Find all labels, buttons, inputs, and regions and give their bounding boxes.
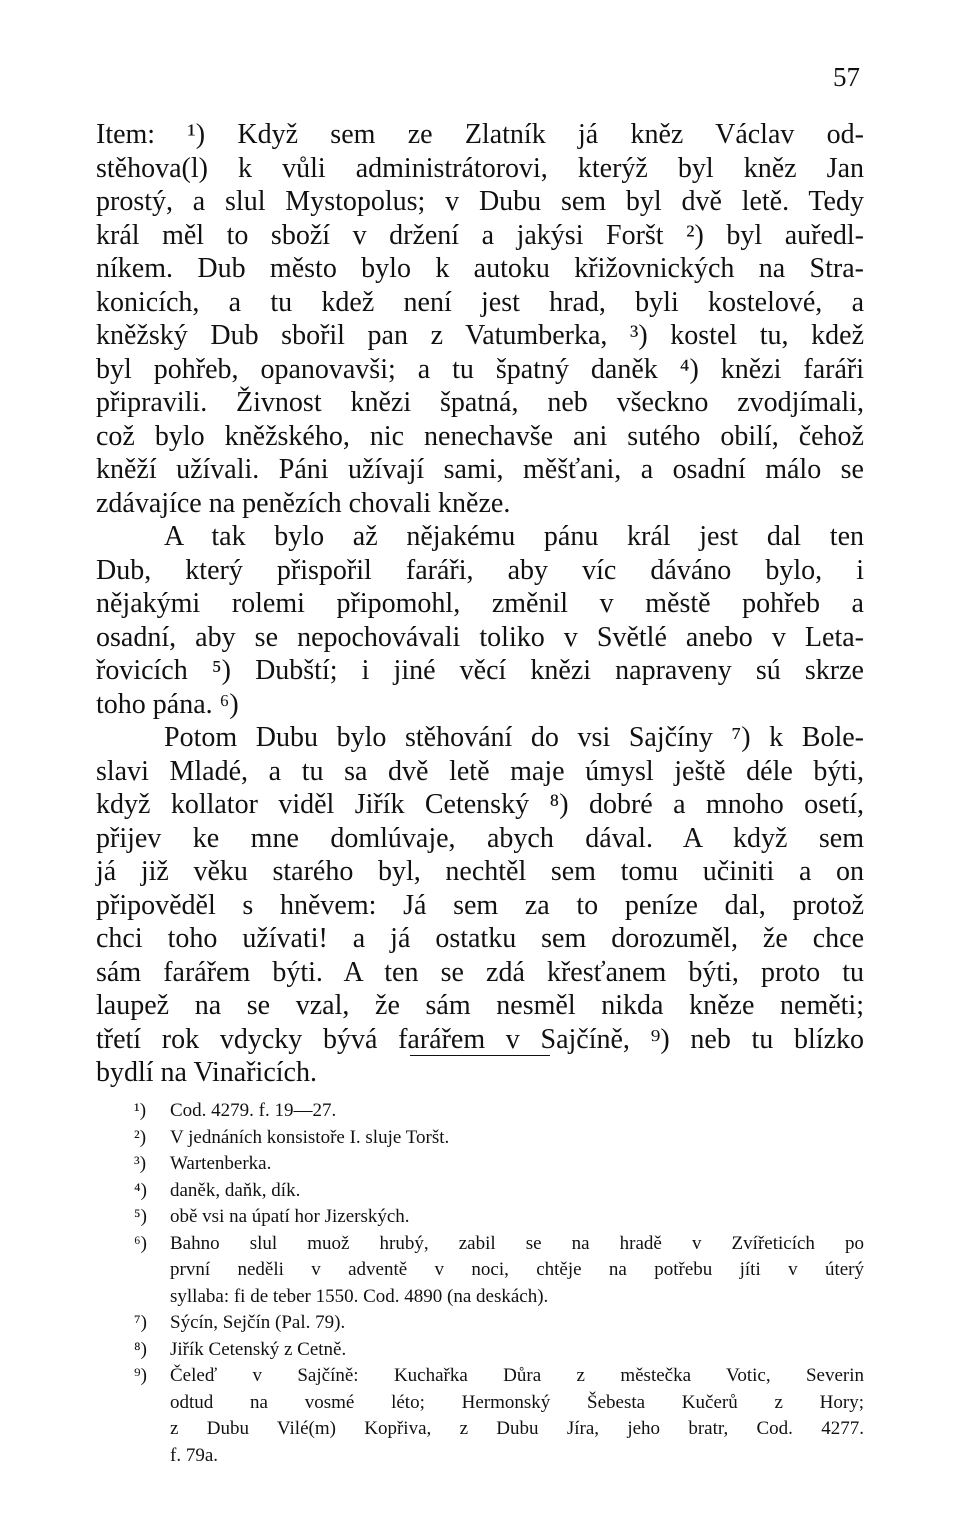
text-line: Potom Dubu bylo stěhování do vsi Sajčíny ⁷) k Bole-: [164, 722, 864, 753]
footnote: [120, 1125, 864, 1152]
text-line: Dub, který přispořil faráři, aby víc dáváno bylo, i: [96, 554, 864, 586]
text-line: zdávajíce na penězích chovali kněze.: [96, 487, 511, 519]
footnote-line: syllaba: fi de teber 1550. Cod. 4890 (na deskách).: [170, 1285, 549, 1307]
footnote-marker: ²): [134, 1126, 147, 1148]
footnote-divider: [410, 1055, 550, 1056]
text-line: byl pohřeb, opanovavši; a tu špatný daněk ⁴) knězi faráři: [96, 353, 864, 385]
footnote-line: první neděli v adventě v noci, chtěje na potřebu jíti v úterý: [170, 1259, 864, 1280]
text-line: připravili. Živnost knězi špatná, neb všeckno zvodjímali,: [96, 387, 864, 418]
text-line: sám farářem býti. A ten se zdá křesťanem býti, proto tu: [96, 956, 864, 988]
text-line: A tak bylo až nějakému pánu král jest dal ten: [164, 521, 864, 552]
text-line: prostý, a slul Mystopolus; v Dubu sem byl dvě letě. Tedy: [96, 186, 864, 217]
footnote-marker: ¹): [134, 1100, 147, 1121]
paragraph: [96, 721, 864, 1090]
text-line: slavi Mladé, a tu sa dvě letě maje úmysl ještě déle býti,: [96, 755, 864, 787]
footnote-line: Cod. 4279. f. 19—27.: [170, 1100, 337, 1121]
main-text: [96, 118, 864, 1090]
footnote-line: Sýcín, Sejčín (Pal. 79).: [170, 1312, 346, 1333]
footnote-line: f. 79a.: [170, 1444, 219, 1466]
footnote-line: V jednáních konsistoře I. sluje Toršt.: [170, 1126, 450, 1148]
paragraph: [96, 118, 864, 520]
footnote-line: Jiřík Cetenský z Cetně.: [170, 1338, 347, 1360]
text-line: když kollator viděl Jiřík Cetenský ⁸) dobré a mnoho osetí,: [96, 789, 864, 820]
footnote: [120, 1231, 864, 1311]
footnote: [120, 1098, 864, 1125]
footnote-line: Čeleď v Sajčíně: Kuchařka Důra z městečka Votic, Severin: [170, 1365, 864, 1386]
footnote: [120, 1337, 864, 1364]
text-line: což bylo kněžského, nic nenechavše ani sutého obilí, čehož: [96, 420, 864, 452]
footnote: [120, 1151, 864, 1178]
text-line: kněží užívali. Páni užívají sami, měšťani, a osadní málo se: [96, 454, 864, 485]
footnote-line: z Dubu Vilé(m) Kopřiva, z Dubu Jíra, jeho bratr, Cod. 4277.: [170, 1418, 864, 1439]
text-line: konicích, a tu kdež není jest hrad, byli kostelové, a: [96, 286, 864, 318]
text-line: nějakými rolemi připomohl, změnil v městě pohřeb a: [96, 588, 864, 619]
footnote-line: daněk, daňk, dík.: [170, 1179, 301, 1201]
footnote-marker: ⁴): [134, 1179, 147, 1201]
footnote: [120, 1178, 864, 1205]
footnote-line: obě vsi na úpatí hor Jizerských.: [170, 1206, 410, 1227]
footnote: [120, 1310, 864, 1337]
text-line: osadní, aby se nepochovávali toliko v Světlé anebo v Leta-: [96, 621, 864, 653]
footnote-marker: ³): [134, 1153, 147, 1174]
footnotes: [120, 1098, 864, 1469]
footnote-marker: ⁶): [134, 1232, 147, 1254]
text-line: připověděl s hněvem: Já sem za to peníze dal, protož: [96, 889, 864, 921]
footnote: [120, 1204, 864, 1231]
text-line: kněžský Dub sbořil pan z Vatumberka, ³) kostel tu, kdež: [96, 320, 864, 351]
paragraph: [96, 520, 864, 721]
footnote-line: Wartenberka.: [170, 1153, 272, 1174]
footnote-marker: ⁸): [134, 1338, 147, 1360]
page-number: 57: [833, 62, 860, 92]
footnote-marker: ⁵): [134, 1206, 147, 1227]
text-line: král měl to sboží v držení a jakýsi Foršt ²) byl auředl-: [96, 219, 864, 251]
text-line: přijev ke mne domlúvaje, abych dával. A když sem: [96, 822, 864, 854]
footnote-marker: ⁹): [134, 1365, 147, 1386]
text-line: Item: ¹) Když sem ze Zlatník já kněz Václav od-: [96, 119, 864, 150]
text-line: laupež na se vzal, že sám nesměl nikda kněze neměti;: [96, 990, 864, 1021]
text-line: já již věku starého byl, nechtěl sem tomu učiniti a on: [96, 856, 864, 887]
text-line: řovicích ⁵) Dubští; i jiné věcí knězi napraveny sú skrze: [96, 655, 864, 686]
footnote-marker: ⁷): [134, 1312, 147, 1333]
text-line: stěhova(l) k vůli administrátorovi, kterýž byl kněz Jan: [96, 152, 864, 184]
text-line: níkem. Dub město bylo k autoku křižovnických na Stra-: [96, 253, 864, 284]
footnote: [120, 1363, 864, 1469]
text-line: toho pána. ⁶): [96, 688, 239, 720]
text-line: chci toho užívati! a já ostatku sem dorozuměl, že chce: [96, 923, 864, 954]
footnote-line: Bahno slul muož hrubý, zabil se na hradě v Zvířeticích po: [170, 1232, 864, 1254]
text-line: bydlí na Vinařicích.: [96, 1057, 317, 1088]
text-line: třetí rok vdycky bývá farářem v Sajčíně, ⁹) neb tu blízko: [96, 1023, 864, 1055]
footnote-line: odtud na vosmé léto; Hermonský Šebesta Kučerů z Hory;: [170, 1391, 864, 1413]
